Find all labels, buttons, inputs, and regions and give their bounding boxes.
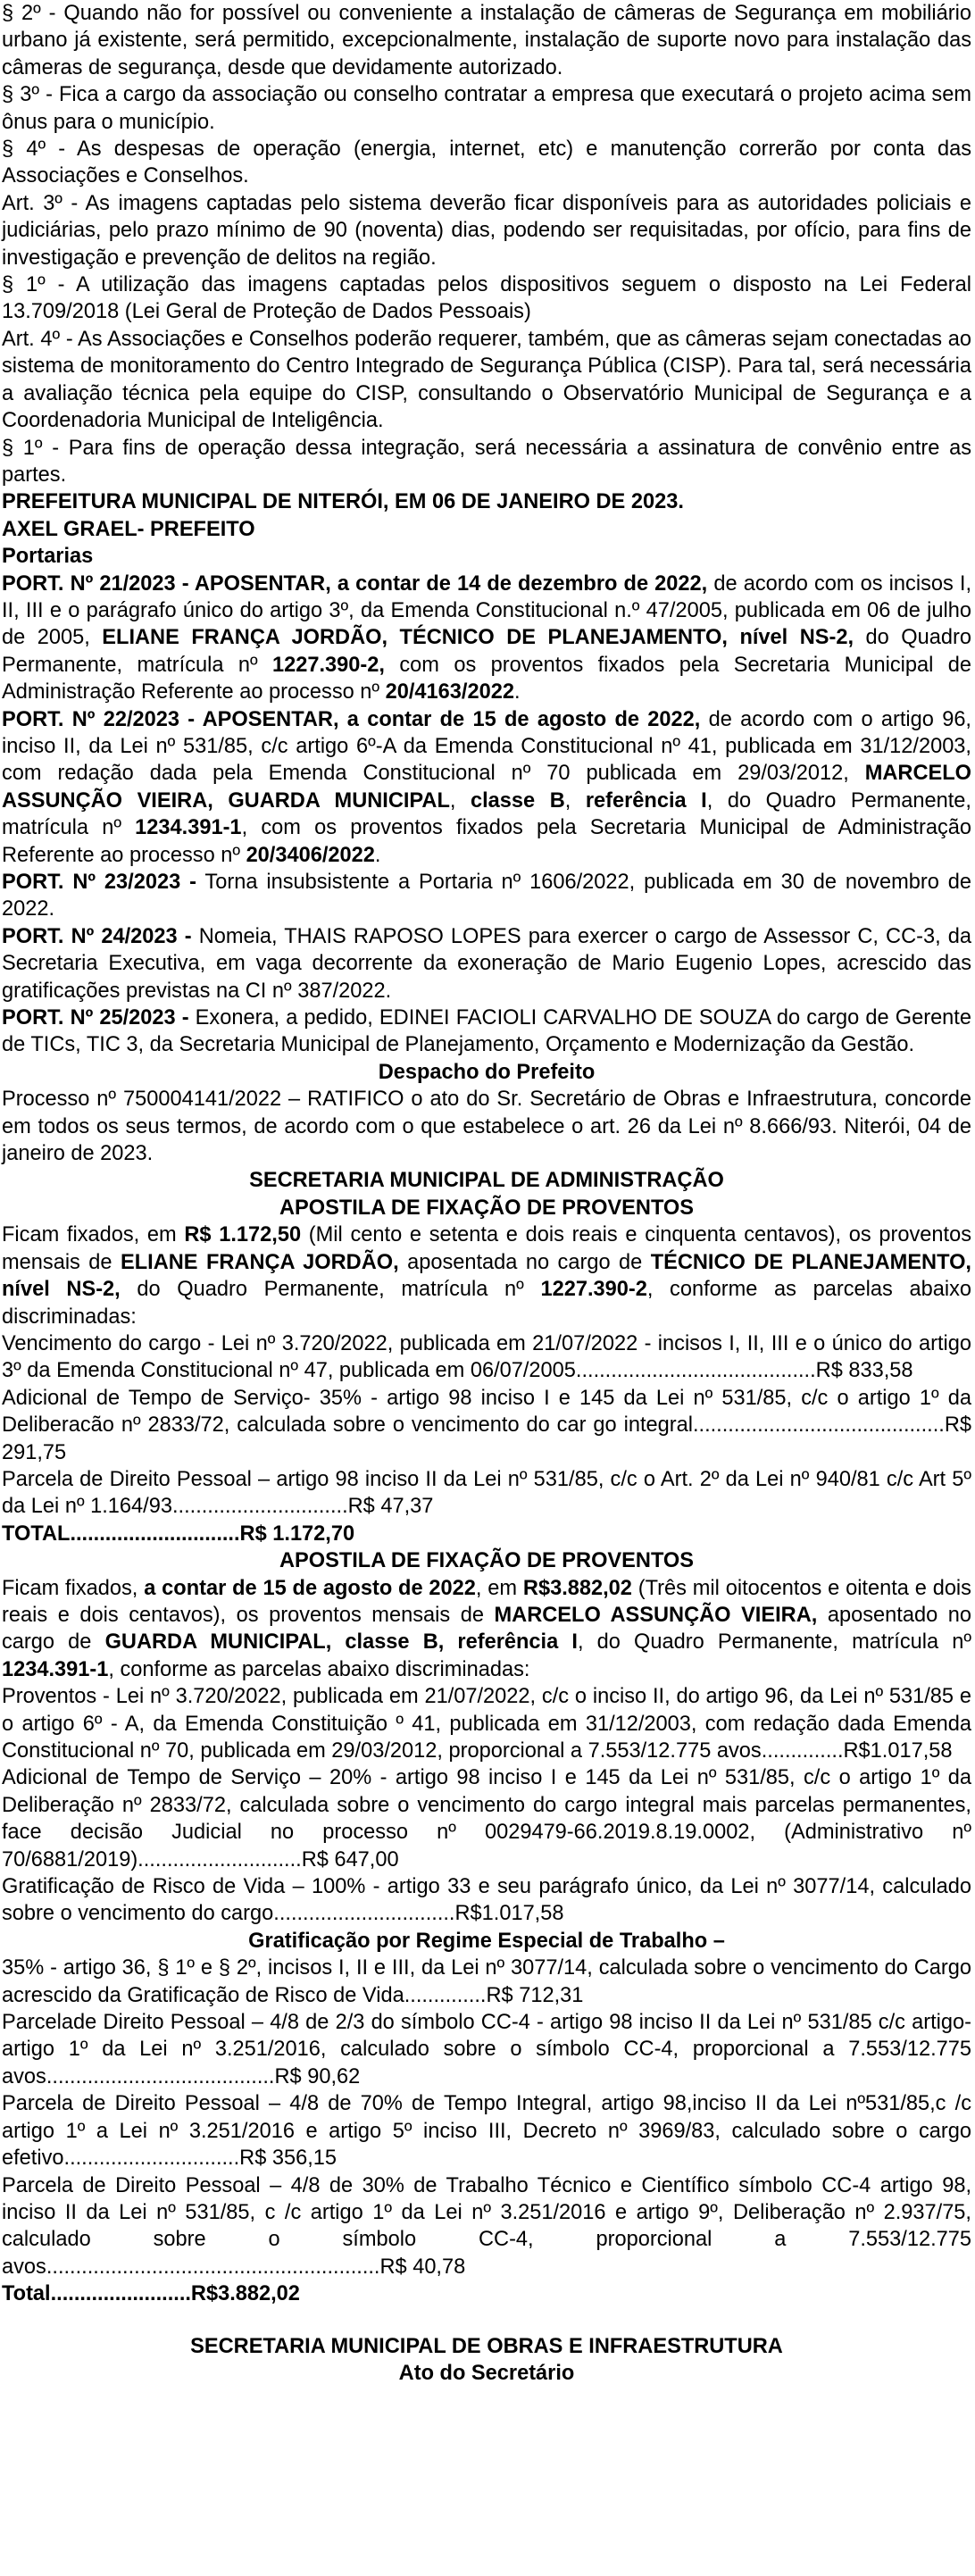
document-paragraph <box>2 1005 971 1059</box>
section-heading <box>2 2333 971 2360</box>
document-paragraph <box>2 543 971 570</box>
text-run: Art. 4º - As Associações e Conselhos poderão requerer, também, que as câmeras sejam conectadas ao sistema de monitoramento do Centro Integrado de Segurança Pública (CISP). Para tal, será necessária a avaliação técnica pela equipe do CISP, consultando o Observatório Municipal de Segurança e a Coordenadoria Municipal de Inteligência. <box>2 327 971 433</box>
text-run: (Três mil oitocentos e oitenta e dois reais e dois centavos), os proventos mensais de <box>2 1576 971 1627</box>
document-paragraph <box>2 2009 971 2090</box>
bold-text-run: ELIANE FRANÇA JORDÃO, TÉCNICO DE PLANEJAMENTO, nível NS-2, <box>102 626 854 650</box>
document-paragraph <box>2 1466 971 1521</box>
document-paragraph <box>2 1221 971 1330</box>
text-run: Parcelade Direito Pessoal – 4/8 de 2/3 do símbolo CC-4 - artigo 98 inciso II da Lei nº 531/85 c/c artigo- artigo 1º da Lei nº 3.251/2016, calculado sobre o símbolo CC-4, proporcional a 7.553/12.775 avos.......................................R$ 90,62 <box>2 2011 971 2088</box>
bold-text-run: 20/4163/2022 <box>385 680 514 704</box>
bold-text-run: ELIANE FRANÇA JORDÃO, <box>121 1250 399 1274</box>
text-run: Gratificação de Risco de Vida – 100% - artigo 33 e seu parágrafo único, da Lei nº 3077/14, calculado sobre o vencimento do cargo...............................R$1.017,58 <box>2 1875 971 1926</box>
document-paragraph <box>2 81 971 136</box>
text-run: , <box>564 788 586 813</box>
bold-text-run: GUARDA MUNICIPAL, classe B, referência I <box>104 1630 578 1655</box>
text-run: , conforme as parcelas abaixo discriminadas: <box>2 1278 971 1329</box>
document-paragraph <box>2 1575 971 1684</box>
text-run: Torna insubsistente a Portaria nº 1606/2022, publicada em 30 de novembro de 2022. <box>2 871 971 921</box>
document-paragraph <box>2 1521 971 1547</box>
bold-text-run: PORT. Nº 22/2023 - APOSENTAR, a contar de 15 de agosto de 2022, <box>2 707 701 731</box>
section-heading <box>2 1167 971 1194</box>
text-run: § 1º - A utilização das imagens captadas pelos dispositivos seguem o disposto na Lei Federal 13.709/2018 (Lei Geral de Proteção de Dados Pessoais) <box>2 273 971 324</box>
bold-text-run: SECRETARIA MUNICIPAL DE ADMINISTRAÇÃO <box>249 1169 724 1193</box>
bold-text-run: Total........................R$3.882,02 <box>2 2282 300 2306</box>
bold-text-run: Portarias <box>2 545 94 569</box>
bold-text-run: PORT. Nº 25/2023 - <box>2 1006 189 1030</box>
bold-text-run: Ato do Secretário <box>398 2361 575 2385</box>
text-run: Processo nº 750004141/2022 – RATIFICO o ato do Sr. Secretário de Obras e Infraestrutura, concorde em todos os seus termos, de acordo com o que estabelece o art. 26 da Lei nº 8.666/93. Niterói, 04 de janeiro de 2023. <box>2 1088 971 1166</box>
bold-text-run: TOTAL.............................R$ 1.172,70 <box>2 1521 355 1546</box>
text-run: . <box>374 843 381 867</box>
text-run: § 3º - Fica a cargo da associação ou conselho contratar a empresa que executará o projeto acima sem ônus para o município. <box>2 83 971 134</box>
document-paragraph <box>2 2172 971 2281</box>
text-run: Ficam fixados, <box>2 1576 145 1600</box>
bold-text-run: PORT. Nº 23/2023 - <box>2 871 196 894</box>
blank-line <box>2 2308 971 2333</box>
document-paragraph <box>2 1086 971 1167</box>
bold-text-run: 1234.391-1 <box>2 1657 109 1681</box>
document-paragraph <box>2 435 971 489</box>
document-paragraph <box>2 571 971 706</box>
bold-text-run: 20/3406/2022 <box>246 843 375 867</box>
document-paragraph <box>2 706 971 869</box>
bold-text-run: PORT. Nº 21/2023 - APOSENTAR, a contar de 14 de dezembro de 2022, <box>2 571 708 596</box>
text-run: Adicional de Tempo de Serviço- 35% - artigo 98 inciso I e 145 da Lei nº 531/85, c/c o artigo 1º da Deliberacão nº 2833/72, calculada sobre o vencimento do car go integral...........................................R$ 291,75 <box>2 1386 971 1464</box>
document-paragraph <box>2 326 971 435</box>
text-run: de acordo com os incisos I, II, III e o parágrafo único do artigo 3º, da Emenda Constitucional n.º 47/2005, publicada em 06 de julho de 2005, <box>2 571 972 650</box>
bold-text-run: SECRETARIA MUNICIPAL DE OBRAS E INFRAESTRUTURA <box>190 2334 783 2358</box>
text-run: de acordo com o artigo 96, inciso II, da Lei nº 531/85, c/c artigo 6º-A da Emenda Constitucional nº 41, publicada em 31/12/2003, com redação dada pela Emenda Constitucional nº 70 publicada em 29/03/2012, <box>2 707 971 786</box>
text-run: do Quadro Permanente, matrícula nº <box>2 626 971 677</box>
text-run: § 4º - As despesas de operação (energia, internet, etc) e manutenção correrão por conta das Associações e Conselhos. <box>2 138 971 188</box>
bold-text-run: Despacho do Prefeito <box>378 1060 596 1084</box>
document-paragraph <box>2 190 971 271</box>
text-run: aposentada no cargo de <box>398 1250 651 1274</box>
document-paragraph <box>2 1873 971 1928</box>
text-run: , do Quadro Permanente, matrícula nº <box>2 788 971 840</box>
bold-text-run: PREFEITURA MUNICIPAL DE NITERÓI, EM 06 DE JANEIRO DE 2023. <box>2 490 684 514</box>
bold-text-run: a contar de 15 de agosto de 2022 <box>144 1576 476 1600</box>
text-run: Parcela de Direito Pessoal – artigo 98 inciso II da Lei nº 531/85, c/c o Art. 2º da Lei nº 940/81 c/c Art 5º da Lei nº 1.164/93..............................R$ 47,37 <box>2 1467 971 1519</box>
document-paragraph <box>2 1955 971 2009</box>
text-run: Parcela de Direito Pessoal – 4/8 de 30% de Trabalho Técnico e Científico símbolo CC-4 artigo 98, inciso II da Lei nº 531/85, c /c artigo 1º da Lei nº 3.251/2016 e artigo 9º, Deliberação nº 2.937/75, calculado sobre o símbolo CC-4, proporcional a 7.553/12.775 avos.........................................................R$ 40,78 <box>2 2173 971 2279</box>
document-paragraph <box>2 1330 971 1385</box>
bold-text-run: PORT. Nº 24/2023 - <box>2 924 192 948</box>
bold-text-run: 1227.390-2 <box>540 1278 647 1302</box>
section-heading <box>2 1059 971 1086</box>
text-run: , com os proventos fixados pela Secretaria Municipal de Administração Referente ao processo nº <box>2 816 971 867</box>
document-paragraph <box>2 136 971 190</box>
document-paragraph <box>2 271 971 326</box>
text-run: Vencimento do cargo - Lei nº 3.720/2022, publicada em 21/07/2022 - incisos I, II, III e o único do artigo 3º da Emenda Constitucional nº 47, publicada em 06/07/2005.........................................R$ 833,58 <box>2 1331 971 1383</box>
text-run: Parcela de Direito Pessoal – 4/8 de 70% de Tempo Integral, artigo 98,inciso II da Lei nº531/85,c /c artigo 1º a Lei nº 3.251/2016 e artigo 5º inciso III, Decreto nº 3969/83, calculado sobre o cargo efetivo..............................R$ 356,15 <box>2 2092 971 2171</box>
document-paragraph <box>2 1385 971 1466</box>
document-paragraph <box>2 0 971 81</box>
text-run: § 1º - Para fins de operação dessa integração, será necessária a assinatura de convênio entre as partes. <box>2 436 971 487</box>
bold-text-run: APOSTILA DE FIXAÇÃO DE PROVENTOS <box>279 1196 695 1220</box>
text-run: com os proventos fixados pela Secretaria Municipal de Administração Referente ao processo nº <box>2 653 971 704</box>
section-heading <box>2 1547 971 1574</box>
document-paragraph <box>2 2090 971 2172</box>
bold-text-run: referência I <box>585 788 707 813</box>
text-run: (Mil cento e setenta e dois reais e cinquenta centavos), os proventos mensais de <box>2 1223 971 1274</box>
section-heading <box>2 1195 971 1221</box>
document-paragraph <box>2 2280 971 2307</box>
bold-text-run: MARCELO ASSUNÇÃO VIEIRA, <box>494 1603 818 1627</box>
bold-text-run: TÉCNICO DE PLANEJAMENTO, nível NS-2, <box>2 1250 971 1302</box>
text-run: § 2º - Quando não for possível ou conveniente a instalação de câmeras de Segurança em mobiliário urbano já existente, será permitido, excepcionalmente, instalação de suporte novo para instalação das câmeras de segurança, desde que devidamente autorizado. <box>2 2 971 79</box>
text-run: aposentado no cargo de <box>2 1603 971 1655</box>
text-run: Art. 3º - As imagens captadas pelo sistema deverão ficar disponíveis para as autoridades policiais e judiciárias, pelo prazo mínimo de 90 (noventa) dias, podendo ser requisitadas, por ofício, para fins de investigação e prevenção de delitos na região. <box>2 191 971 270</box>
bold-text-run: MARCELO ASSUNÇÃO VIEIRA, GUARDA MUNICIPAL <box>2 762 971 813</box>
text-run: , <box>449 788 471 813</box>
section-heading <box>2 2360 971 2387</box>
text-run: Nomeia, THAIS RAPOSO LOPES para exercer o cargo de Assessor C, CC-3, da Secretaria Executiva, em vaga decorrente da exoneração de Mario Eugenio Lopes, acrescido das gratificações previstas na CI nº 387/2022. <box>2 924 971 1003</box>
bold-text-run: Gratificação por Regime Especial de Trabalho – <box>248 1929 725 1953</box>
bold-text-run: R$ 1.172,50 <box>184 1223 302 1247</box>
document-paragraph <box>2 516 971 543</box>
document-paragraph <box>2 1683 971 1764</box>
section-heading <box>2 1928 971 1955</box>
text-run: Proventos - Lei nº 3.720/2022, publicada em 21/07/2022, c/c o inciso II, do artigo 96, da Lei nº 531/85 e o artigo 6º - A, da Emenda Constituição º 41, publicada em 31/12/2003, com redação dada Emenda Constitucional nº 70, publicada em 29/03/2012, proporcional a 7.553/12.775 avos..............R$1.017,58 <box>2 1685 971 1763</box>
bold-text-run: 1234.391-1 <box>135 816 242 840</box>
text-run: Exonera, a pedido, EDINEI FACIOLI CARVALHO DE SOUZA do cargo de Gerente de TICs, TIC 3, da Secretaria Municipal de Planejamento, Orçamento e Modernização da Gestão. <box>2 1006 971 1057</box>
bold-text-run: classe B <box>470 788 565 813</box>
bold-text-run: APOSTILA DE FIXAÇÃO DE PROVENTOS <box>279 1549 695 1573</box>
text-run: 35% - artigo 36, § 1º e § 2º, incisos I, II e III, da Lei nº 3077/14, calculada sobre o vencimento do Cargo acrescido da Gratificação de Risco de Vida..............R$ 712,31 <box>2 1956 971 2007</box>
text-run: . <box>513 680 521 704</box>
document-paragraph <box>2 1764 971 1873</box>
document-paragraph <box>2 488 971 515</box>
bold-text-run: 1227.390-2, <box>272 653 385 677</box>
text-run: , do Quadro Permanente, matrícula nº <box>577 1630 972 1655</box>
document-paragraph <box>2 869 971 923</box>
document-paragraph <box>2 923 971 1005</box>
bold-text-run: AXEL GRAEL- PREFEITO <box>2 517 255 541</box>
bold-text-run: R$3.882,02 <box>522 1576 632 1600</box>
text-run: Ficam fixados, em <box>2 1223 185 1247</box>
text-run: Adicional de Tempo de Serviço – 20% - artigo 98 inciso I e 145 da Lei nº 531/85, c/c o artigo 1º da Deliberação nº 2833/72, calculada sobre o vencimento do cargo integral mais parcelas permanentes, face decisão Judicial no processo nº 0029479-66.2019.8.19.0002, (Administrativo nº 70/6881/2019)............................R$ 647,00 <box>2 1766 971 1872</box>
text-run: do Quadro Permanente, matrícula nº <box>120 1278 541 1302</box>
text-run: , conforme as parcelas abaixo discriminadas: <box>108 1657 530 1681</box>
text-run: , em <box>475 1576 523 1600</box>
